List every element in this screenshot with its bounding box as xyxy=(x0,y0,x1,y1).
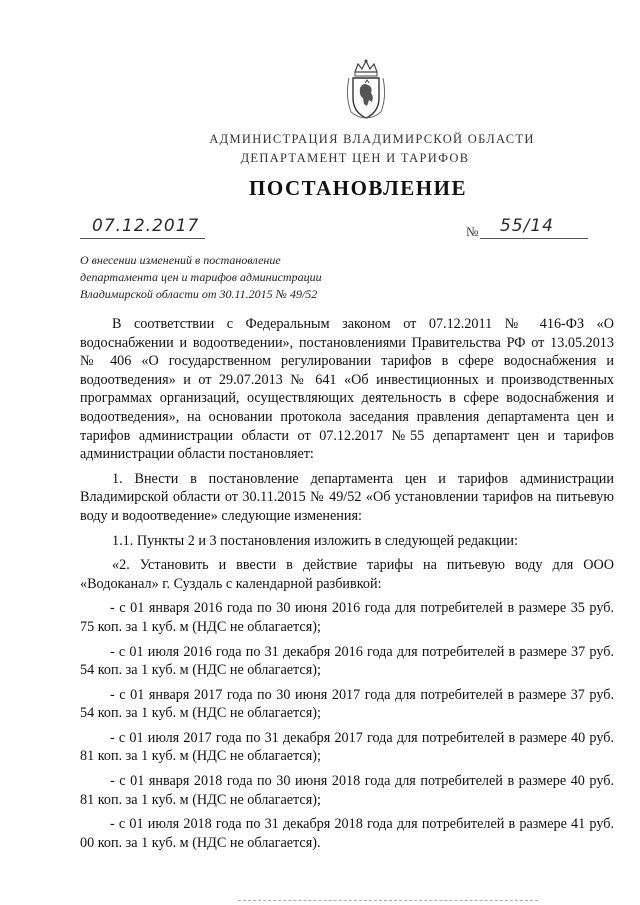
document-date: 07.12.2017 xyxy=(92,216,200,236)
clause-1: 1. Внести в постановление департамента цен и тарифов администрации Владимирской области от 30.11.2015 № 49/52 «Об установлении тарифов на питьевую воду и водоотведение» следующие изменения: xyxy=(80,470,614,524)
number-underline xyxy=(480,238,588,239)
date-underline xyxy=(80,238,205,239)
number-sign: № xyxy=(466,224,479,239)
document-title: ПОСТАНОВЛЕНИЕ xyxy=(249,176,467,200)
tariff-item: - с 01 июля 2016 года по 31 декабря 2016 года для потребителей в размере 37 руб. 54 коп. за 1 куб. м (НДС не облагается); xyxy=(80,643,614,679)
department-name: ДЕПАРТАМЕНТ ЦЕН И ТАРИФОВ xyxy=(240,151,470,165)
tariff-item: - с 01 января 2018 года по 30 июня 2018 года для потребителей в размере 40 руб. 81 коп. за 1 куб. м (НДС не облагается); xyxy=(80,773,614,808)
tariff-item: - с 01 января 2017 года по 30 июня 2017 года для потребителей в размере 37 руб. 54 коп. за 1 куб. м (НДС не облагается); xyxy=(80,686,614,722)
tariff-item: - с 01 июля 2017 года по 31 декабря 2017 года для потребителей в размере 40 руб. 81 коп. за 1 куб. м (НДС не облагается); xyxy=(80,729,614,765)
document-body xyxy=(80,315,614,858)
document-subject xyxy=(80,252,370,303)
document-number: 55/14 xyxy=(500,216,554,236)
organization-name: АДМИНИСТРАЦИЯ ВЛАДИМИРСКОЙ ОБЛАСТИ xyxy=(209,132,535,146)
tariff-item: - с 01 января 2016 года по 30 июня 2016 года для потребителей в размере 35 руб. 75 коп. за 1 куб. м (НДС не облагается); xyxy=(80,600,614,635)
clause-1-1: 1.1. Пункты 2 и 3 постановления изложить в следующей редакции: xyxy=(112,532,518,549)
clause-2: «2. Установить и ввести в действие тарифы на питьевую воду для ООО «Водоканал» г. Суздаль с календарной разбивкой: xyxy=(80,557,614,592)
coat-of-arms-icon xyxy=(343,58,389,122)
preamble-paragraph: В соответствии с Федеральным законом от 07.12.2011 № 416-ФЗ «О водоснабжении и водоотведении», постановлениями Правительства РФ от 13.05.2013 № 406 «О государственном регулировании тарифов в сфере водоснабжения и водоотведения» и от 29.07.2013 № 641 «Об инвестиционных и производственных программах организаций, осуществляющих деятельность в сфере водоснабжения и водоотведения», на основании протокола заседания правления департамента цен и тарифов администрации области от 07.12.2017 №55 департамент цен и тарифов администрации области постановляет: xyxy=(80,316,614,463)
tariff-item: - с 01 июля 2018 года по 31 декабря 2018 года для потребителей в размере 41 руб. 00 коп. за 1 куб. м (НДС не облагается). xyxy=(80,816,614,851)
subject-line: О внесении изменений в постановление xyxy=(80,253,281,267)
subject-line: Владимирской области от 30.11.2015 № 49/52 xyxy=(80,287,318,301)
page-footer-line xyxy=(238,900,538,901)
subject-line: департамента цен и тарифов администрации xyxy=(80,270,322,284)
